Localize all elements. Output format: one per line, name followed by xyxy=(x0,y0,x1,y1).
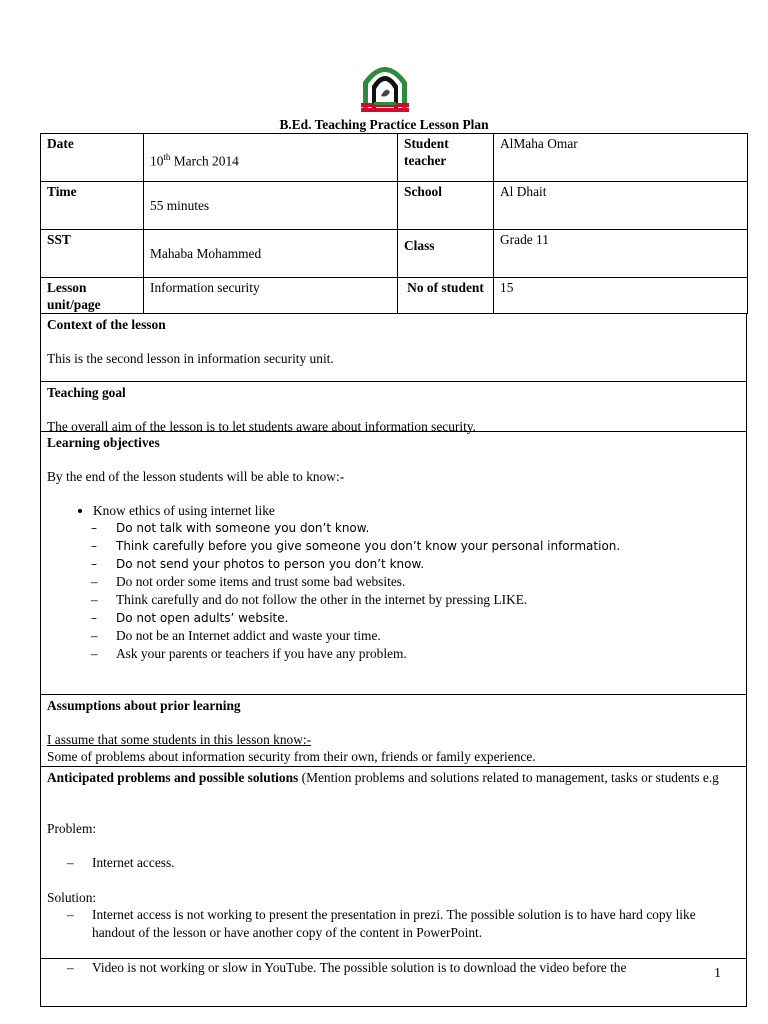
teaching-goal-text: The overall aim of the lesson is to let students aware about information security. xyxy=(47,419,477,434)
learning-objectives-section xyxy=(40,432,747,695)
list-item: – Do not order some items and trust some bad websites. xyxy=(91,573,740,591)
problems-heading-note: (Mention problems and solutions related to management, tasks or students e.g xyxy=(298,770,719,785)
sst-value: Mahaba Mohammed xyxy=(144,230,398,278)
teaching-goal-heading: Teaching goal xyxy=(47,385,126,400)
date-value: 10th March 2014 xyxy=(144,134,398,182)
no-of-students-label: No of student xyxy=(398,278,494,314)
list-item: • Know ethics of using internet like xyxy=(93,502,740,519)
school-label: School xyxy=(398,182,494,230)
list-item: – Think carefully before you give someone you don’t know your personal information. xyxy=(91,537,740,555)
context-text: This is the second lesson in information security unit. xyxy=(47,351,334,366)
student-teacher-label: Student teacher xyxy=(398,134,494,182)
list-item: – Video is not working or slow in YouTube. The possible solution is to download the video before the xyxy=(67,959,740,977)
lesson-details-table xyxy=(40,133,748,314)
solution-label: Solution: xyxy=(47,890,97,905)
list-item: – Do not open adults’ website. xyxy=(91,609,740,627)
class-value: Grade 11 xyxy=(494,230,748,278)
sst-label: SST xyxy=(41,230,144,278)
table-row xyxy=(41,278,748,314)
document-title: B.Ed. Teaching Practice Lesson Plan xyxy=(279,117,489,132)
assumptions-underlined: I assume that some students in this lesson know:- xyxy=(47,732,312,747)
assumptions-section xyxy=(40,695,747,767)
learning-objectives-heading: Learning objectives xyxy=(47,435,160,450)
lesson-unit-label: Lesson unit/page xyxy=(41,278,144,314)
list-item: – Internet access is not working to present the presentation in prezi. The possible solution is to have hard copy like handout of the lesson or have another copy of the content in PowerPoint. xyxy=(67,906,740,942)
ethics-list xyxy=(47,519,740,663)
problems-heading: Anticipated problems and possible solutions xyxy=(47,770,299,785)
student-teacher-value: AlMaha Omar xyxy=(494,134,748,182)
table-row xyxy=(41,182,748,230)
table-row xyxy=(41,134,748,182)
table-row xyxy=(41,230,748,278)
solution-list xyxy=(47,906,740,977)
time-value: 55 minutes xyxy=(144,182,398,230)
page-number: 1 xyxy=(714,966,721,981)
problems-heading-line xyxy=(47,769,740,786)
objectives-intro: By the end of the lesson students will be able to know:- xyxy=(47,469,345,484)
list-item: – Internet access. xyxy=(67,854,740,872)
school-value: Al Dhait xyxy=(494,182,748,230)
lesson-unit-value: Information security xyxy=(144,278,398,314)
date-label: Date xyxy=(41,134,144,182)
no-of-students-value: 15 xyxy=(494,278,748,314)
list-item: – Do not send your photos to person you don’t know. xyxy=(91,555,740,573)
context-section xyxy=(40,314,747,382)
list-item: – Ask your parents or teachers if you have any problem. xyxy=(91,645,740,663)
assumptions-heading: Assumptions about prior learning xyxy=(47,698,241,713)
anticipated-problems-section xyxy=(40,767,747,1007)
list-item: – Do not talk with someone you don’t know. xyxy=(91,519,740,537)
university-logo xyxy=(359,58,411,114)
assumptions-text: Some of problems about information security from their own, friends or family experience. xyxy=(47,749,536,764)
problem-label: Problem: xyxy=(47,821,97,836)
list-item: – Think carefully and do not follow the other in the internet by pressing LIKE. xyxy=(91,591,740,609)
time-label: Time xyxy=(41,182,144,230)
objectives-bullet-list xyxy=(47,502,740,519)
class-label: Class xyxy=(398,230,494,278)
teaching-goal-section xyxy=(40,382,747,432)
lesson-plan-sheet xyxy=(40,133,747,975)
list-item: – Do not be an Internet addict and waste your time. xyxy=(91,627,740,645)
context-heading: Context of the lesson xyxy=(47,317,166,332)
problem-list xyxy=(47,854,740,872)
